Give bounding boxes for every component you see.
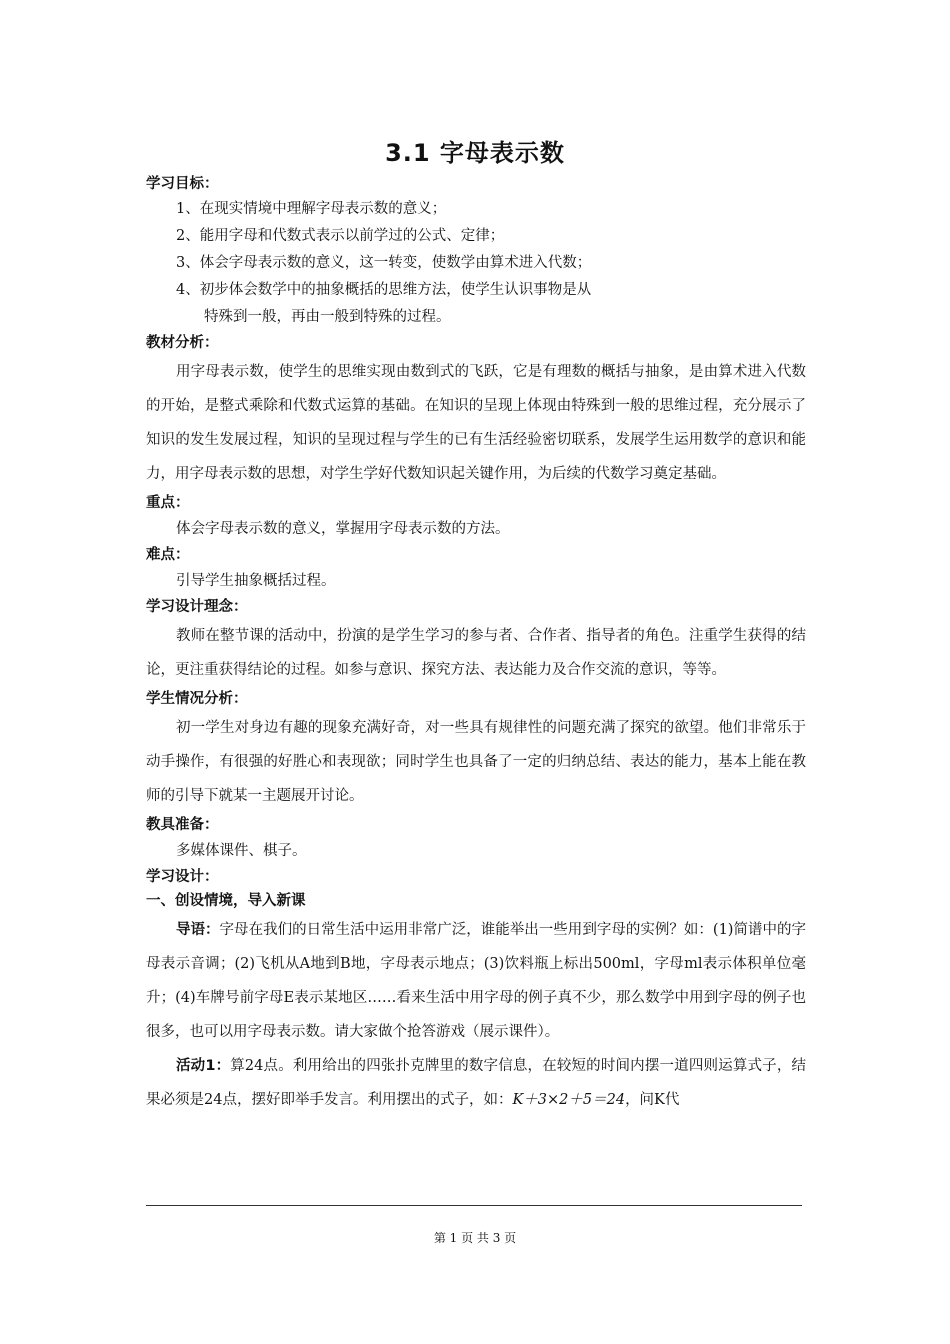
- design-concept-heading: 学习设计理念：: [146, 599, 248, 615]
- footer-divider: [146, 1205, 802, 1206]
- intro-label: 导语：: [176, 922, 220, 938]
- student-analysis-paragraph: 初一学生对身边有趣的现象充满好奇，对一些具有规律性的问题充满了探究的欲望。他们非常乐于动手操作，有很强的好胜心和表现欲；同时学生也具备了一定的归纳总结、表达的能力，基本上能在教师的引导下就某一主题展开讨论。: [146, 720, 806, 804]
- design-concept-paragraph: 教师在整节课的活动中，扮演的是学生学习的参与者、合作者、指导者的角色。注重学生获得的结论，更注重获得结论的过程。如参与意识、探究方法、表达能力及合作交流的意识，等等。: [146, 628, 806, 678]
- activity-paragraph: [146, 1049, 806, 1117]
- page-number-footer: 第 1 页 共 3 页: [433, 1231, 517, 1245]
- key-points-text: 体会字母表示数的意义，掌握用字母表示数的方法。: [176, 521, 510, 537]
- difficulty-heading: 难点：: [146, 547, 190, 563]
- intro-paragraph: [146, 913, 806, 1049]
- objective-item-2: 2、能用字母和代数式表示以前学过的公式、定律；: [176, 228, 505, 244]
- objective-item-4: 4、初步体会数学中的抽象概括的思维方法，使学生认识事物是从: [176, 282, 592, 298]
- intro-text: 字母在我们的日常生活中运用非常广泛，谁能举出一些用到字母的实例？如：(1)简谱中的字母表示音调；(2)飞机从A地到B地，字母表示地点；(3)饮料瓶上标出500ml，字母ml表示体积单位毫升；(4)车牌号前字母E表示某地区……看来生活中用字母的例子真不少，那么数学中用到字母的例子也很多，也可以用字母表示数。请大家做个抢答游戏（展示课件）。: [146, 922, 807, 1040]
- materials-text: 多媒体课件、棋子。: [176, 843, 307, 859]
- student-analysis-heading: 学生情况分析：: [146, 691, 248, 707]
- analysis-heading: 教材分析：: [146, 335, 219, 351]
- difficulty-text: 引导学生抽象概括过程。: [176, 573, 336, 589]
- design-heading: 学习设计：: [146, 869, 219, 885]
- document-body: [146, 172, 806, 1117]
- section-1-heading: 一、创设情境，导入新课: [146, 893, 306, 909]
- activity-tail: ，问K代: [625, 1092, 680, 1108]
- objective-item-1: 1、在现实情境中理解字母表示数的意义；: [176, 201, 447, 217]
- objective-item-4-continued: 特殊到一般，再由一般到特殊的过程。: [204, 309, 451, 325]
- activity-text: 算24点。利用给出的四张扑克牌里的数字信息，在较短的时间内摆一道四则运算式子，结果必须是24点，摆好即举手发言。利用摆出的式子，如：: [146, 1058, 807, 1108]
- page-title: 3.1 字母表示数: [385, 139, 565, 167]
- key-points-heading: 重点：: [146, 495, 190, 511]
- analysis-paragraph: 用字母表示数，使学生的思维实现由数到式的飞跃，它是有理数的概括与抽象，是由算术进入代数的开始，是整式乘除和代数式运算的基础。在知识的呈现上体现由特殊到一般的思维过程，充分展示了知识的发生发展过程，知识的呈现过程与学生的已有生活经验密切联系，发展学生运用数学的意识和能力，用字母表示数的思想，对学生学好代数知识起关键作用，为后续的代数学习奠定基础。: [146, 364, 806, 482]
- activity-label: 活动1：: [176, 1058, 231, 1074]
- activity-formula: K＋3×2＋5＝24: [512, 1092, 626, 1108]
- materials-heading: 教具准备：: [146, 817, 219, 833]
- objective-item-3: 3、体会字母表示数的意义，这一转变，使数学由算术进入代数；: [176, 255, 592, 271]
- objectives-heading: 学习目标：: [146, 176, 219, 192]
